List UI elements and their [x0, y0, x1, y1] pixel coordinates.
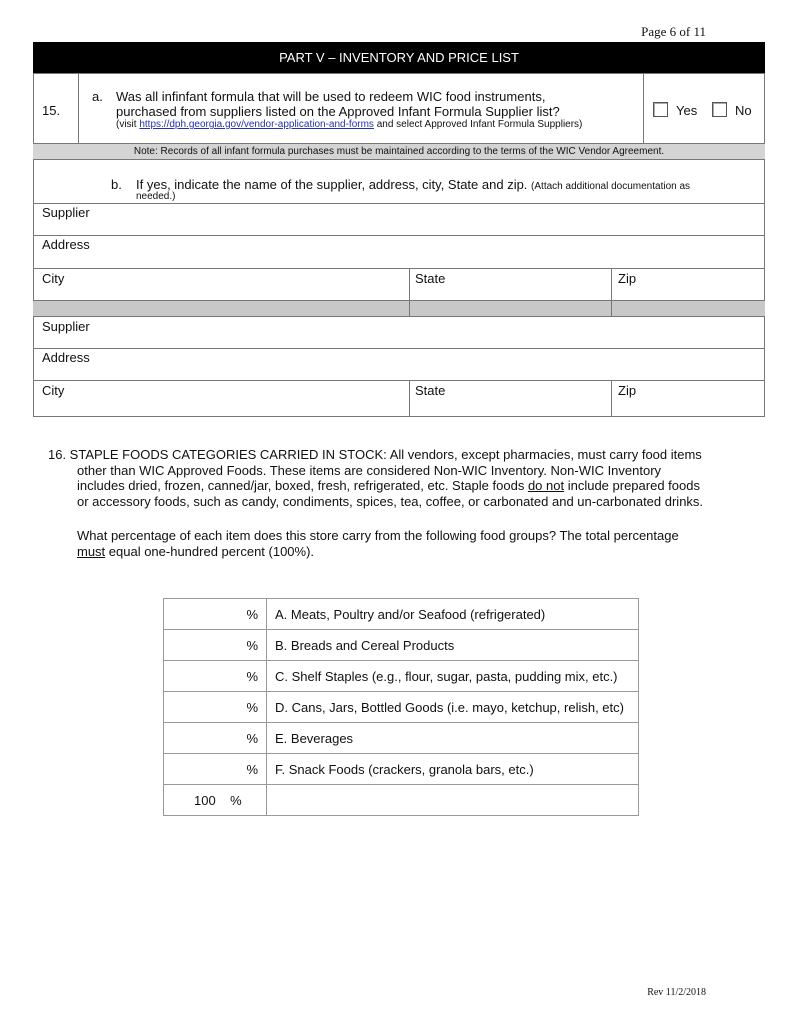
section-header: PART V – INVENTORY AND PRICE LIST — [33, 42, 765, 73]
no-checkbox[interactable] — [712, 102, 727, 117]
percent-input[interactable]: % — [164, 630, 267, 661]
emphasis: do not — [527, 478, 565, 493]
food-group-row — [164, 723, 639, 754]
q15a-line2: purchased from suppliers listed on the Approved Infant Formula Supplier list? — [116, 104, 560, 119]
no-label: No — [735, 103, 752, 118]
no-option[interactable] — [712, 102, 752, 118]
address-2-field[interactable]: Address — [42, 350, 90, 365]
supplier-2-field[interactable]: Supplier — [42, 319, 90, 334]
percent-input[interactable]: % — [164, 754, 267, 785]
food-group-row — [164, 692, 639, 723]
food-groups-table — [163, 598, 639, 816]
zip-2-field[interactable]: Zip — [618, 383, 637, 398]
separator-row — [33, 300, 765, 317]
yes-option[interactable] — [653, 102, 697, 118]
q15a-question — [116, 89, 560, 119]
q15b-marker: b. — [111, 177, 122, 192]
food-group-label: D. Cans, Jars, Bottled Goods (i.e. mayo, ketchup, relish, etc) — [267, 692, 639, 723]
page-number: Page 6 of 11 — [641, 24, 706, 39]
supplier-list-link[interactable]: https://dph.georgia.gov/vendor-application-and-forms — [139, 119, 374, 130]
note-row: Note: Records of all infant formula purchases must be maintained according to the terms of the WIC Vendor Agreement. — [33, 143, 765, 160]
total-empty — [267, 785, 639, 816]
state-2-field[interactable]: State — [415, 383, 446, 398]
food-group-row — [164, 661, 639, 692]
state-1-field[interactable]: State — [415, 271, 446, 286]
visit-suffix: and select Approved Infant Formula Suppliers) — [373, 119, 583, 130]
yes-label: Yes — [676, 103, 698, 118]
food-group-row — [164, 754, 639, 785]
food-group-label: B. Breads and Cereal Products — [267, 630, 639, 661]
city-1-field[interactable]: City — [42, 271, 65, 286]
q15b-attach-note: (Attach additional documentation as — [531, 181, 691, 192]
text: include prepared foods — [564, 478, 700, 493]
q15-number: 15. — [42, 103, 61, 118]
q15b-text: If yes, indicate the name of the supplier, address, city, State and zip. — [136, 177, 528, 192]
total-row — [164, 785, 639, 816]
food-group-label: F. Snack Foods (crackers, granola bars, etc.) — [267, 754, 639, 785]
food-group-label: E. Beverages — [267, 723, 639, 754]
q15b-question — [136, 177, 690, 192]
city-2-field[interactable]: City — [42, 383, 65, 398]
visit-note — [116, 119, 582, 130]
text: equal one-hundred percent (100%). — [105, 543, 315, 559]
zip-1-field[interactable]: Zip — [618, 271, 637, 286]
q16-intro — [48, 447, 728, 559]
food-group-row — [164, 630, 639, 661]
q16-line: 16. STAPLE FOODS CATEGORIES CARRIED IN STOCK: All vendors, except pharmacies, must carry food items — [48, 447, 702, 462]
percent-input[interactable]: % — [164, 692, 267, 723]
food-group-label: C. Shelf Staples (e.g., flour, sugar, pasta, pudding mix, etc.) — [267, 661, 639, 692]
q15a-marker: a. — [92, 89, 103, 104]
emphasis: must — [77, 543, 106, 559]
q16-line — [48, 478, 728, 494]
revision-date: Rev 11/2/2018 — [647, 987, 706, 998]
yes-checkbox[interactable] — [653, 102, 668, 117]
visit-prefix: (visit — [116, 119, 140, 130]
address-1-field[interactable]: Address — [42, 237, 90, 252]
percent-input[interactable]: % — [164, 661, 267, 692]
q16-line: other than WIC Approved Foods. These items are considered Non-WIC Inventory. Non-WIC Inventory — [77, 462, 662, 478]
q16-question-2 — [48, 544, 728, 560]
total-percent: 100 % — [164, 785, 267, 816]
q15a-line1: Was all infinfant formula that will be used to redeem WIC food instruments, — [116, 89, 546, 104]
q16-line: or accessory foods, such as candy, condiments, spices, tea, coffee, or carbonated and un-carbonated drinks. — [77, 493, 704, 509]
percent-input[interactable]: % — [164, 723, 267, 754]
q15b-attach-note-2: needed.) — [136, 191, 176, 202]
q16-question: What percentage of each item does this store carry from the following food groups? The total percentage — [77, 528, 679, 543]
percent-input[interactable]: % — [164, 599, 267, 630]
food-group-row — [164, 599, 639, 630]
text: includes dried, frozen, canned/jar, boxed, fresh, refrigerated, etc. Staple foods — [77, 478, 528, 493]
supplier-1-field[interactable]: Supplier — [42, 205, 90, 220]
food-group-label: A. Meats, Poultry and/or Seafood (refrigerated) — [267, 599, 639, 630]
